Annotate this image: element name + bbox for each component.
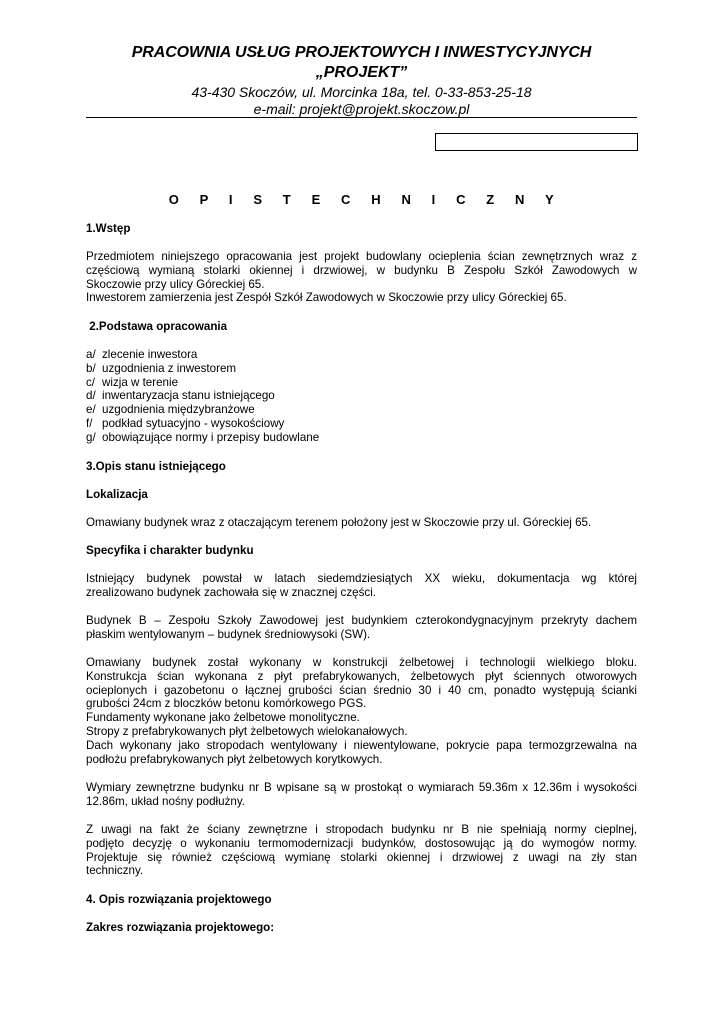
paragraph-line: Przedmiotem niniejszego opracowania jest projekt budowlany ocieplenia ścian zewnętrznych wraz z [86, 250, 637, 263]
paragraph-line: techniczny. [86, 864, 144, 878]
paragraph-line: Skoczowie przy ulicy Góreckiej 65. [86, 277, 265, 291]
paragraph-line: Inwestorem zamierzenia jest Zespół Szkół Zawodowych w Skoczowie przy ulicy Góreckiej 65. [86, 291, 567, 305]
list-item: a/ zlecenie inwestora [86, 348, 198, 361]
location-text: Omawiany budynek wraz z otaczającym terenem położony jest w Skoczowie przy ul. Góreckiej 65. [86, 516, 592, 529]
list-item: b/ uzgodnienia z inwestorem [86, 361, 237, 375]
paragraph-line: Wymiary zewnętrzne budynku nr B wpisane są w prostokąt o wymiarach 59.36m x 12.36m i wysokości [86, 781, 637, 794]
paragraph-line: Z uwagi na fakt że ściany zewnętrzne i stropodach budynku nr B nie spełniają normy cieplnej, [86, 823, 637, 836]
paragraph-line: Projektuje się również częściową wymianę stolarki okiennej i drzwiowej z uwagi na zły stan [86, 850, 637, 864]
list-item: g/ obowiązujące normy i przepisy budowlane [86, 430, 320, 444]
paragraph-line: podłożu prefabrykowanych płyt żelbetowych korytkowych. [86, 752, 383, 766]
paragraph-line: podjęto decyzję o wykonaniu termomodernizacji budynków, dostosowując ją do wymogów normy. [86, 836, 637, 850]
section-2-heading: 2.Podstawa opracowania [86, 320, 228, 333]
paragraph-line: 12.86m, układ nośny podłużny. [86, 794, 245, 808]
paragraph-line: Istniejący budynek powstał w latach siedemdziesiątych XX wieku, dokumentacja wg której [86, 572, 637, 585]
section-1-paragraph [86, 250, 637, 305]
list-item: d/ inwentaryzacja stanu istniejącego [86, 389, 275, 403]
paragraph-line: ocieplonych i gazobetonu o łącznej grubości ścian średnio 30 i 40 cm, ponadto występują ścianki [86, 683, 637, 697]
paragraph-line: grubości 24cm z bloczków betonu komórkowego PGS. [86, 697, 367, 711]
building-paragraph-3 [86, 656, 637, 766]
paragraph-line: Omawiany budynek został wykonany w konstrukcji żelbetowej i technologii wielkiego bloku. [86, 656, 637, 669]
header-divider [86, 117, 637, 118]
paragraph-line: Konstrukcja ścian wykonana z płyt prefabrykowanych, żelbetowych płyt ściennych otworowych [86, 669, 637, 683]
subheading-location: Lokalizacja [86, 488, 148, 501]
section-3-heading: 3.Opis stanu istniejącego [86, 460, 226, 473]
section-4-heading: 4. Opis rozwiązania projektowego [86, 893, 272, 906]
list-item: f/ podkład sytuacyjno - wysokościowy [86, 416, 285, 430]
paragraph-line: Stropy z prefabrykowanych płyt żelbetowych wielokanałowych. [86, 724, 408, 738]
subheading-scope: Zakres rozwiązania projektowego: [86, 921, 275, 934]
paragraph-line: częściową wymianą stolarki okiennej i drzwiowej, w budynku B Zespołu Szkół Zawodowych w [86, 263, 637, 277]
document-title: O P I S T E C H N I C Z N Y [168, 192, 563, 207]
paragraph-line: Dach wykonany jako stropodach wentylowany i niewentylowane, pokrycie papa termozgrzewalna na [86, 738, 637, 752]
company-address: 43-430 Skoczów, ul. Morcinka 18a, tel. 0-33-853-25-18 [191, 84, 532, 100]
paragraph-line: Fundamenty wykonane jako żelbetowe monolityczne. [86, 711, 360, 725]
building-paragraph-4 [86, 781, 637, 809]
paragraph-line: Budynek B – Zespołu Szkoły Zawodowej jest budynkiem czterokondygnacyjnym przekryty dachem [86, 614, 637, 627]
building-paragraph-5 [86, 823, 637, 878]
company-email: e-mail: projekt@projekt.skoczow.pl [253, 101, 470, 117]
list-item: e/ uzgodnienia międzybranżowe [86, 403, 255, 417]
list-item: c/ wizja w terenie [86, 375, 179, 389]
subheading-building-specifics: Specyfika i charakter budynku [86, 544, 254, 557]
company-brand: „PROJEKT” [315, 64, 408, 81]
section-2-list [86, 348, 637, 445]
building-paragraph-1 [86, 572, 637, 600]
paragraph-line: płaskim wentylowanym – budynek średniowysoki (SW). [86, 627, 371, 641]
company-name: PRACOWNIA USŁUG PROJEKTOWYCH I INWESTYCYJNYCH [131, 44, 592, 61]
building-paragraph-2 [86, 614, 637, 642]
paragraph-line: zrealizowano budynek zachowała się w znacznej części. [86, 585, 376, 599]
empty-stamp-box [435, 133, 638, 151]
section-1-heading: 1.Wstęp [86, 222, 131, 235]
